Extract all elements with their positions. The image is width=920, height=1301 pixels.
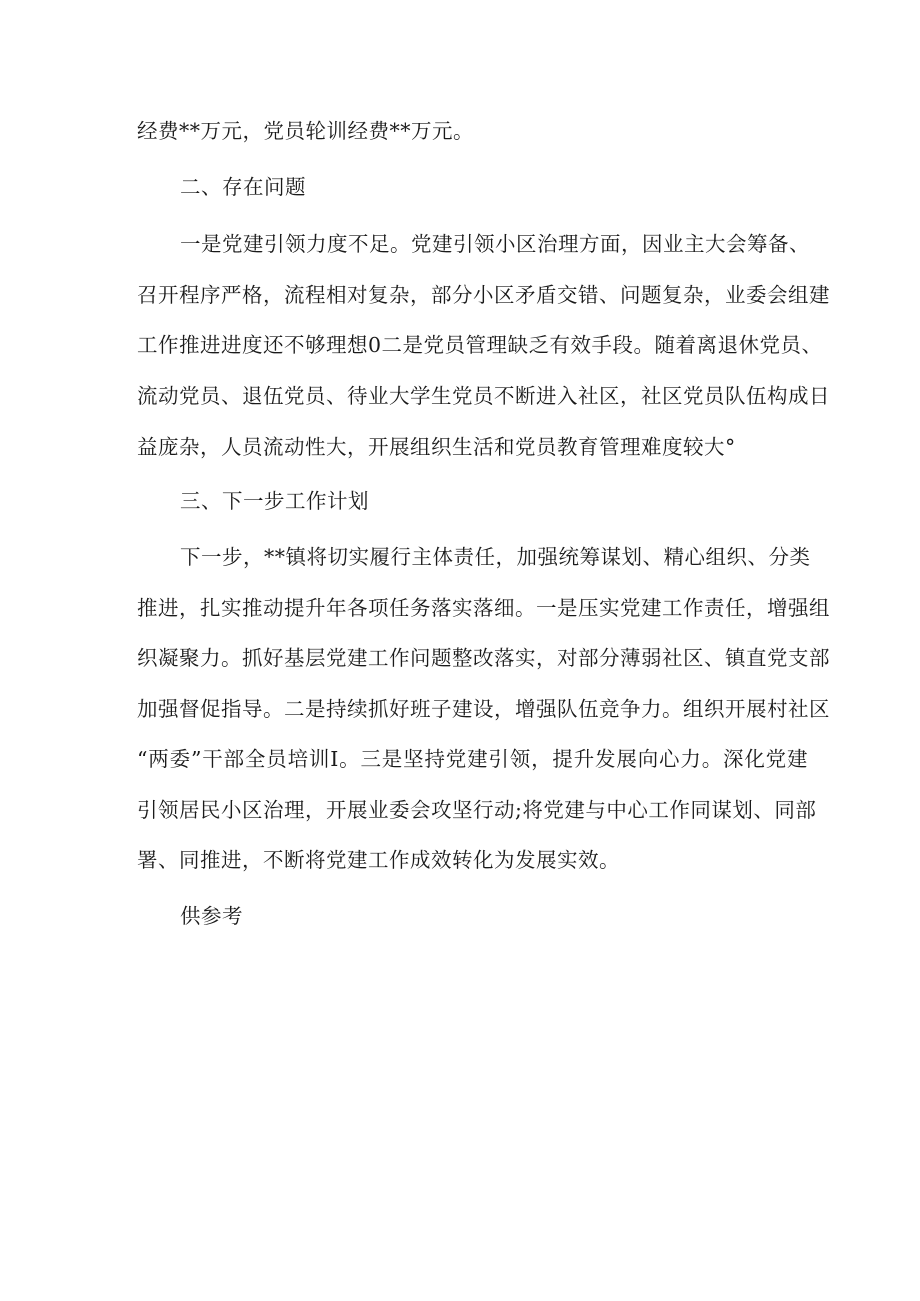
paragraph-line: “两委”干部全员培训I。三是坚持党建引领，提升发展向心力。深化党建 <box>137 747 808 771</box>
paragraph-line: 一是党建引领力度不足。党建引领小区治理方面，因业主大会筹备、 <box>180 232 810 256</box>
paragraph-line: 流动党员、退伍党员、待业大学生党员不断进入社区，社区党员队伍构成日 <box>137 384 830 408</box>
paragraph-line: 署、同推进，不断将党建工作成效转化为发展实效。 <box>137 848 620 872</box>
paragraph-line: 益庞杂，人员流动性大，开展组织生活和党员教育管理难度较大° <box>137 435 736 459</box>
section-heading-problems: 二、存在问题 <box>180 175 306 199</box>
text-line-funding: 经费**万元，党员轮训经费**万元。 <box>137 119 474 143</box>
paragraph-line: 引领居民小区治理，开展业委会攻坚行动;将党建与中心工作同谋划、同部 <box>137 798 817 822</box>
paragraph-line: 推进，扎实推动提升年各项任务落实落细。一是压实党建工作责任，增强组 <box>137 596 830 620</box>
paragraph-line: 工作推进进度还不够理想0二是党员管理缺乏有效手段。随着离退休党员、 <box>137 333 823 357</box>
closing-note: 供参考 <box>180 904 243 928</box>
paragraph-line: 下一步，**镇将切实履行主体责任，加强统筹谋划、精心组织、分类 <box>180 545 811 569</box>
paragraph-line: 加强督促指导。二是持续抓好班子建设，增强队伍竞争力。组织开展村社区 <box>137 697 830 721</box>
paragraph-line: 召开程序严格，流程相对复杂，部分小区矛盾交错、问题复杂，业委会组建 <box>137 283 830 307</box>
paragraph-line: 织凝聚力。抓好基层党建工作问题整改落实，对部分薄弱社区、镇直党支部 <box>137 646 830 670</box>
section-heading-next-steps: 三、下一步工作计划 <box>180 489 369 513</box>
